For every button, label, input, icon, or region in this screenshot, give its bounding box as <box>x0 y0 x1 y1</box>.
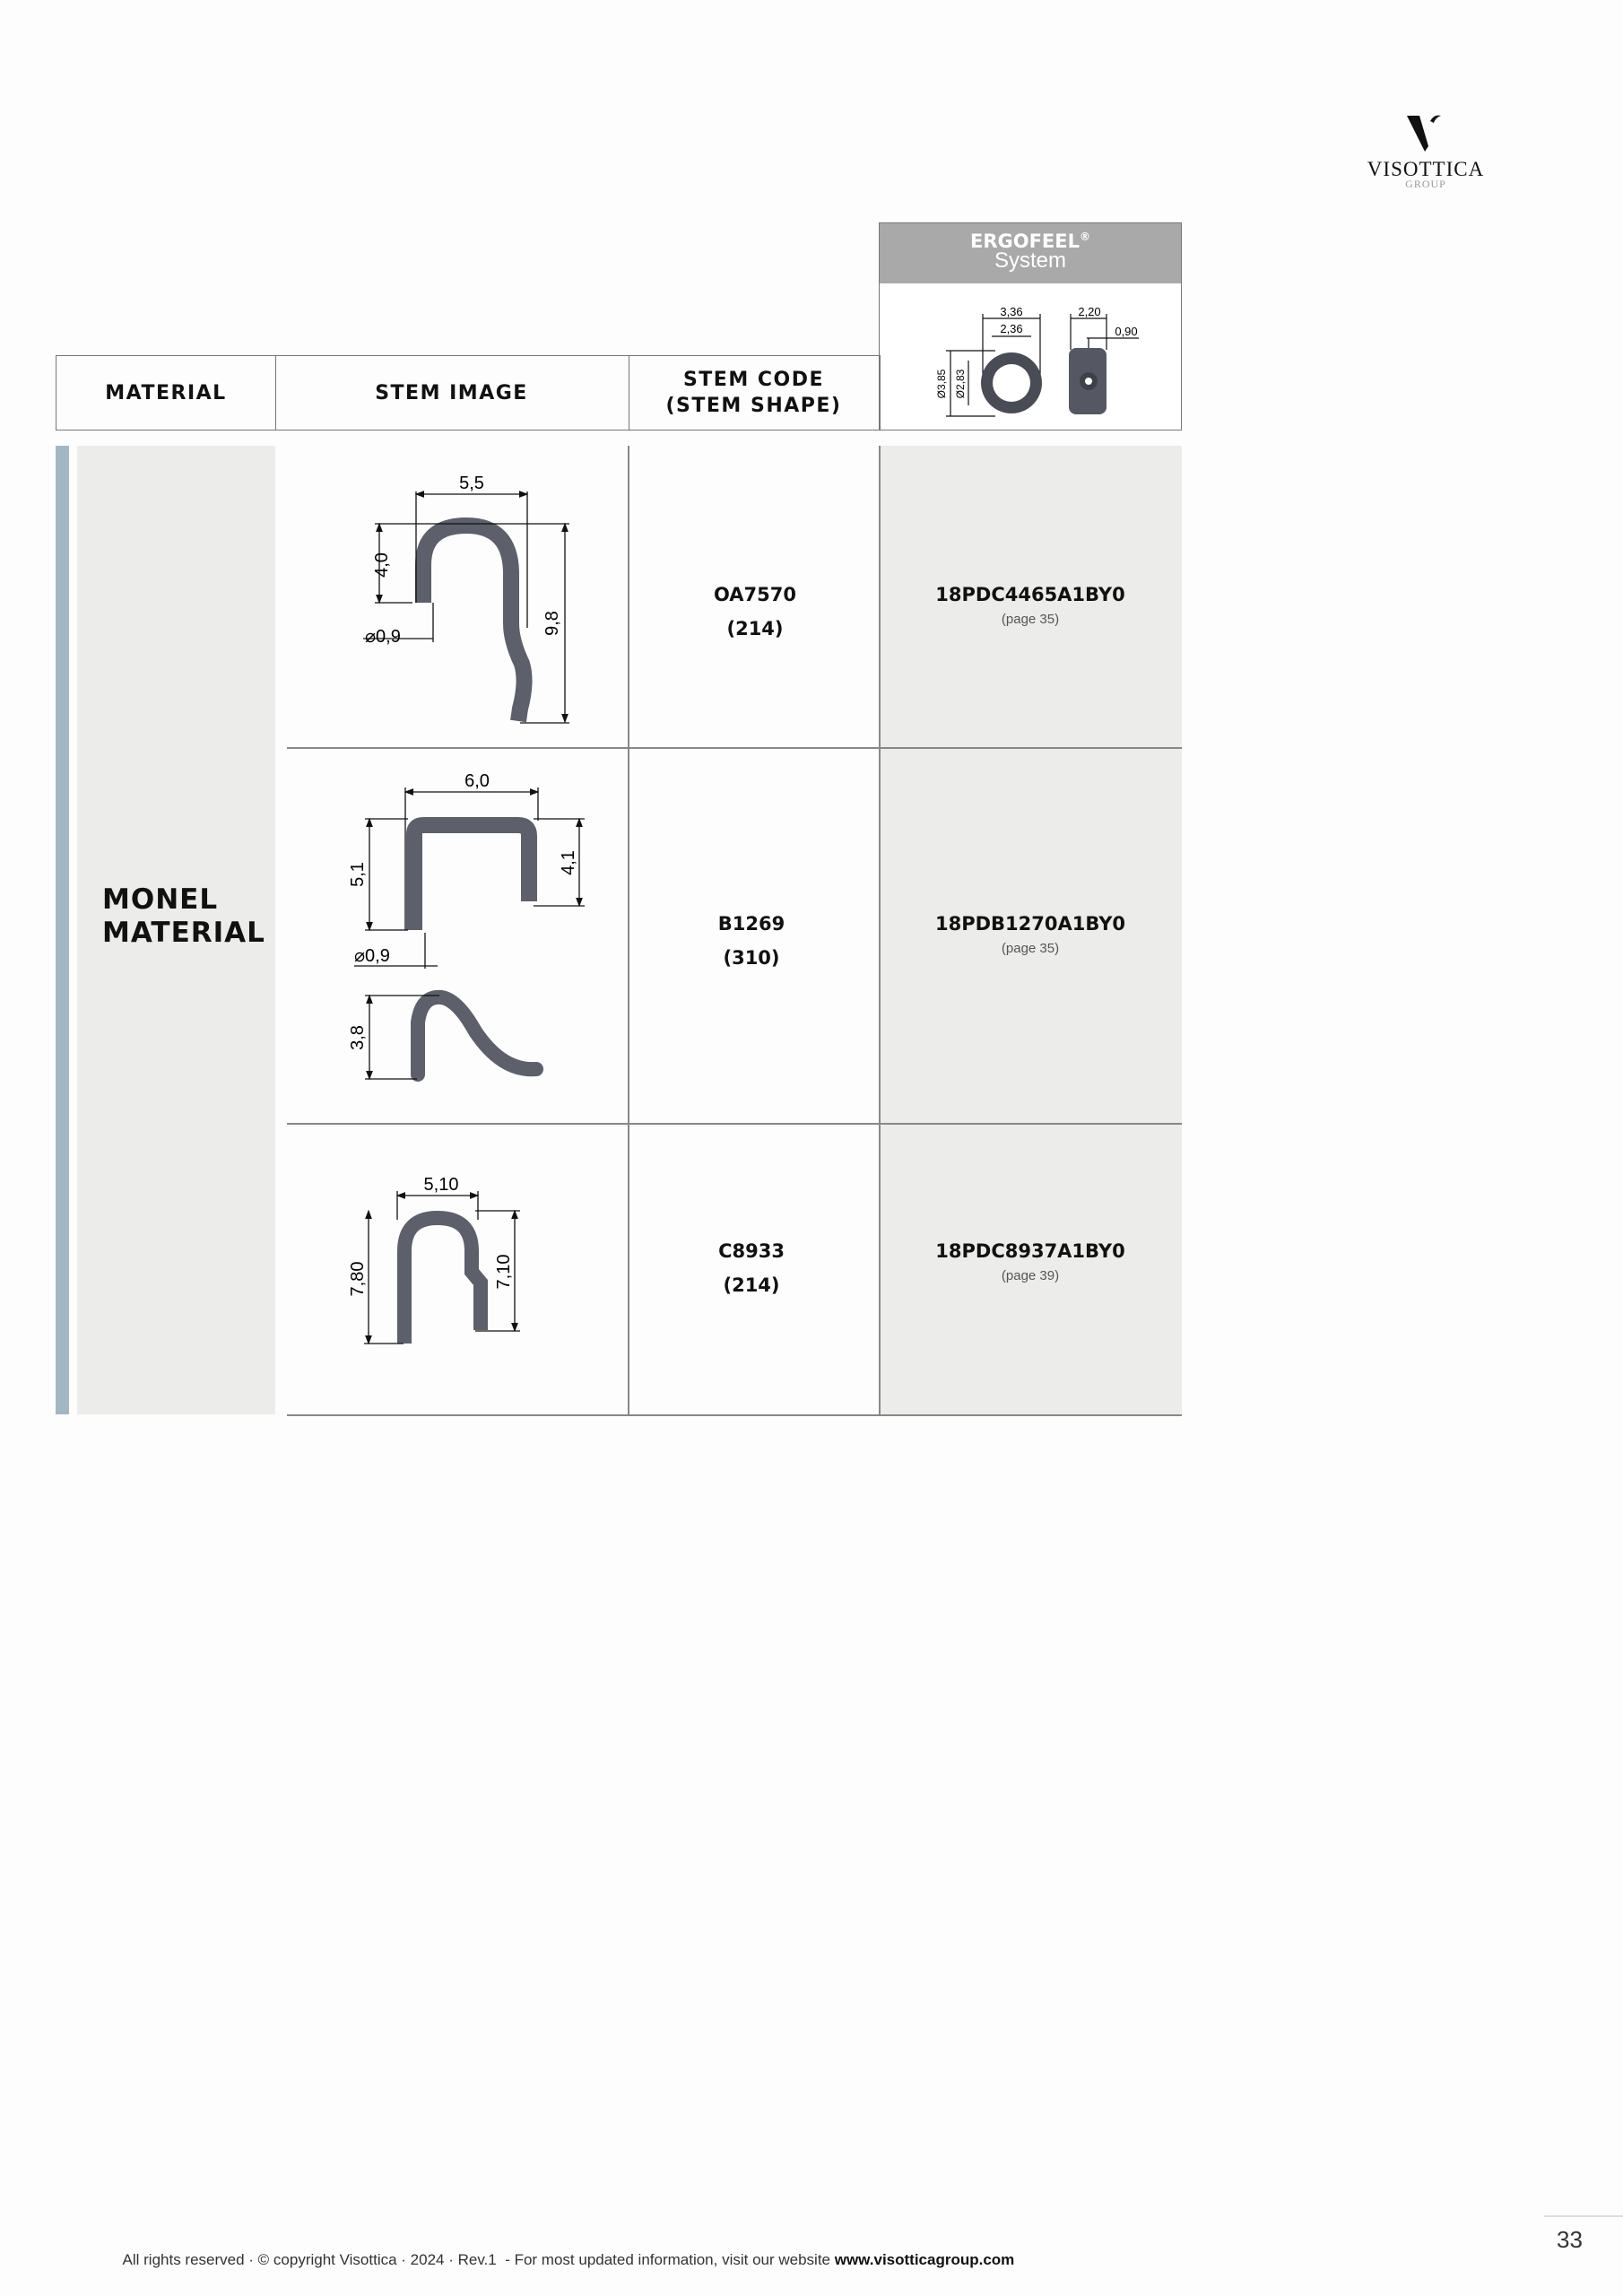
dim-hole-offset: 0,90 <box>1115 325 1138 338</box>
dim-left: 5,1 <box>348 862 368 887</box>
stem-code: OA7570 <box>714 584 796 605</box>
stem-shape: (214) <box>723 1274 780 1296</box>
header-material-label: MATERIAL <box>105 381 227 404</box>
material-line2: MATERIAL <box>102 917 265 949</box>
dim-right: 4,1 <box>559 850 578 875</box>
stem-code: C8933 <box>718 1240 785 1262</box>
ergofeel-code: 18PDC4465A1BY0 <box>935 584 1125 605</box>
dim-inner-width: 2,36 <box>1000 322 1023 335</box>
stem-shape: (214) <box>726 618 784 639</box>
page-number: 33 <box>1557 2226 1583 2253</box>
header-stem-image-label: STEM IMAGE <box>375 381 528 404</box>
footer <box>115 2233 1014 2269</box>
dim-width: 6,0 <box>464 771 490 791</box>
page-reference: (page 35) <box>1001 941 1060 956</box>
dim-outer-dia: Ø3,85 <box>935 369 948 399</box>
stem-shape: (310) <box>723 947 780 969</box>
header-stem-code-label: STEM CODE <box>682 369 825 391</box>
logo-brand: VISOTTICA <box>1367 158 1485 180</box>
website-link[interactable]: www.visotticagroup.com <box>834 2251 1015 2268</box>
page-number-rule <box>1544 2215 1623 2217</box>
dim-inner-dia: Ø2,83 <box>954 369 967 399</box>
stem-image-b1269 <box>348 771 585 1079</box>
header-stem-shape-label: (STEM SHAPE) <box>665 395 842 417</box>
stem-code: B1269 <box>717 913 785 935</box>
dim-left: 7,80 <box>348 1261 368 1297</box>
stem-image-oa7570 <box>363 474 569 723</box>
dim-side: 3,8 <box>348 1025 368 1050</box>
dim-diameter: ⌀0,9 <box>354 946 390 966</box>
stem-image-c8933 <box>348 1175 520 1344</box>
dim-outer-width: 3,36 <box>1000 305 1023 318</box>
page-reference: (page 35) <box>1001 612 1060 627</box>
ergofeel-title: ERGOFEEL <box>969 230 1081 252</box>
material-line1: MONEL <box>102 883 219 916</box>
dim-diameter: ⌀0,9 <box>365 627 401 647</box>
dim-side-width: 2,20 <box>1078 305 1101 318</box>
dim-width: 5,5 <box>459 474 484 493</box>
page-reference: (page 39) <box>1001 1268 1060 1283</box>
logo-group: GROUP <box>1405 178 1446 190</box>
ergofeel-code: 18PDC8937A1BY0 <box>935 1240 1125 1262</box>
ergofeel-code: 18PDB1270A1BY0 <box>934 913 1126 935</box>
dim-width: 5,10 <box>423 1175 459 1195</box>
dim-hook: 4,0 <box>372 552 392 578</box>
ergofeel-subtitle: System <box>994 248 1066 273</box>
dim-total: 9,8 <box>542 611 562 636</box>
footer-text: All rights reserved · © copyright Visottica · 2024 · Rev.1 - For most updated information, visit our website <box>122 2251 835 2268</box>
registered-mark: ® <box>1080 230 1091 243</box>
dim-right: 7,10 <box>494 1254 514 1290</box>
